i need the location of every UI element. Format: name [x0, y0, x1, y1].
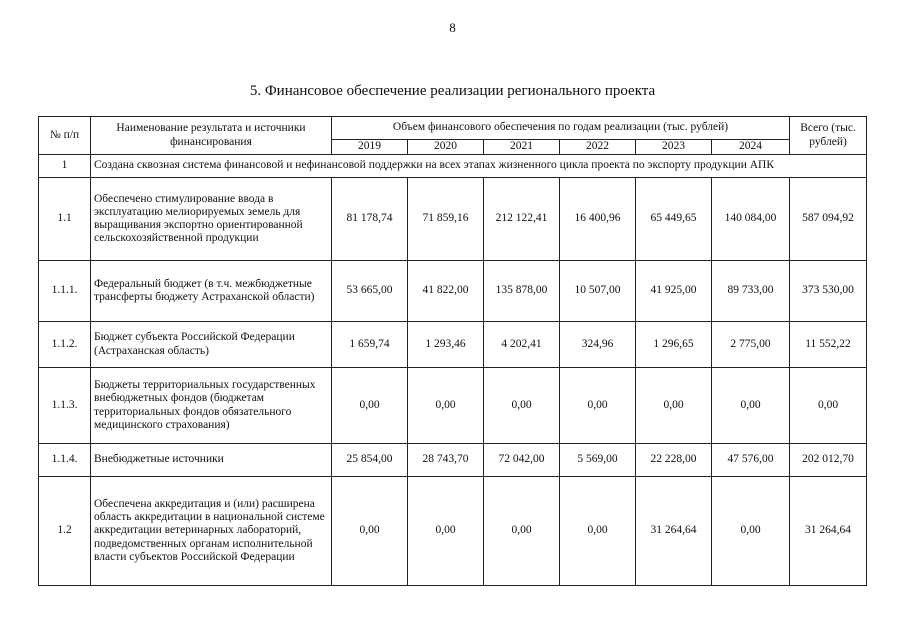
row-num: 1.2	[39, 477, 91, 586]
row-value: 41 925,00	[636, 261, 712, 322]
table-row	[39, 477, 867, 586]
header-volume: Объем финансового обеспечения по годам реализации (тыс. рублей)	[332, 117, 790, 140]
row-value: 0,00	[560, 477, 636, 586]
row-value: 0,00	[332, 477, 408, 586]
header-row	[39, 117, 867, 140]
row-total: 587 094,92	[790, 178, 867, 261]
row-value: 0,00	[484, 368, 560, 444]
header-year: 2023	[636, 140, 712, 155]
row-value: 31 264,64	[636, 477, 712, 586]
row-total: 11 552,22	[790, 322, 867, 368]
header-year: 2019	[332, 140, 408, 155]
table-row	[39, 322, 867, 368]
row-num: 1.1.3.	[39, 368, 91, 444]
row-name: Обеспечена аккредитация и (или) расширена область аккредитации в национальной системе аккредитации ветеринарных лабораторий, подведомственных органам исполнительной власти субъектов Российской Федерации	[91, 477, 332, 586]
header-year: 2021	[484, 140, 560, 155]
header-year: 2020	[408, 140, 484, 155]
row-value: 1 296,65	[636, 322, 712, 368]
row-value: 22 228,00	[636, 444, 712, 477]
row-num: 1.1	[39, 178, 91, 261]
row-value: 0,00	[408, 477, 484, 586]
row-value: 135 878,00	[484, 261, 560, 322]
section-text: Создана сквозная система финансовой и нефинансовой поддержки на всех этапах жизненного цикла проекта по экспорту продукции АПК	[91, 155, 867, 178]
row-total: 373 530,00	[790, 261, 867, 322]
row-value: 324,96	[560, 322, 636, 368]
header-num: № п/п	[39, 117, 91, 155]
row-value: 140 084,00	[712, 178, 790, 261]
row-name: Бюджеты территориальных государственных внебюджетных фондов (бюджетам территориальных фондов обязательного медицинского страхования)	[91, 368, 332, 444]
row-total: 202 012,70	[790, 444, 867, 477]
row-name: Внебюджетные источники	[91, 444, 332, 477]
row-name: Обеспечено стимулирование ввода в эксплуатацию мелиорируемых земель для выращивания экспортно ориентированной сельскохозяйственной продукции	[91, 178, 332, 261]
row-name: Федеральный бюджет (в т.ч. межбюджетные трансферты бюджету Астраханской области)	[91, 261, 332, 322]
row-value: 47 576,00	[712, 444, 790, 477]
row-value: 0,00	[712, 477, 790, 586]
row-value: 41 822,00	[408, 261, 484, 322]
row-value: 0,00	[408, 368, 484, 444]
row-total: 0,00	[790, 368, 867, 444]
row-value: 2 775,00	[712, 322, 790, 368]
row-num: 1.1.2.	[39, 322, 91, 368]
row-name: Бюджет субъекта Российской Федерации (Астраханская область)	[91, 322, 332, 368]
row-value: 71 859,16	[408, 178, 484, 261]
row-total: 31 264,64	[790, 477, 867, 586]
row-value: 0,00	[712, 368, 790, 444]
header-year: 2024	[712, 140, 790, 155]
row-value: 0,00	[636, 368, 712, 444]
row-num: 1.1.1.	[39, 261, 91, 322]
row-value: 212 122,41	[484, 178, 560, 261]
row-value: 1 293,46	[408, 322, 484, 368]
table-row	[39, 261, 867, 322]
header-name: Наименование результата и источники финансирования	[91, 117, 332, 155]
table-row	[39, 178, 867, 261]
row-value: 0,00	[484, 477, 560, 586]
row-value: 28 743,70	[408, 444, 484, 477]
row-value: 25 854,00	[332, 444, 408, 477]
row-value: 89 733,00	[712, 261, 790, 322]
row-value: 72 042,00	[484, 444, 560, 477]
page-number: 8	[449, 20, 456, 35]
row-num: 1.1.4.	[39, 444, 91, 477]
row-value: 5 569,00	[560, 444, 636, 477]
section-title: 5. Финансовое обеспечение реализации регионального проекта	[249, 83, 656, 99]
section-row	[39, 155, 867, 178]
row-value: 65 449,65	[636, 178, 712, 261]
table-row	[39, 368, 867, 444]
section-num: 1	[39, 155, 91, 178]
row-value: 53 665,00	[332, 261, 408, 322]
row-value: 0,00	[560, 368, 636, 444]
table-row	[39, 444, 867, 477]
header-year: 2022	[560, 140, 636, 155]
row-value: 81 178,74	[332, 178, 408, 261]
header-total: Всего (тыс. рублей)	[790, 117, 867, 155]
row-value: 0,00	[332, 368, 408, 444]
row-value: 10 507,00	[560, 261, 636, 322]
row-value: 4 202,41	[484, 322, 560, 368]
financial-table	[38, 116, 867, 586]
row-value: 1 659,74	[332, 322, 408, 368]
row-value: 16 400,96	[560, 178, 636, 261]
